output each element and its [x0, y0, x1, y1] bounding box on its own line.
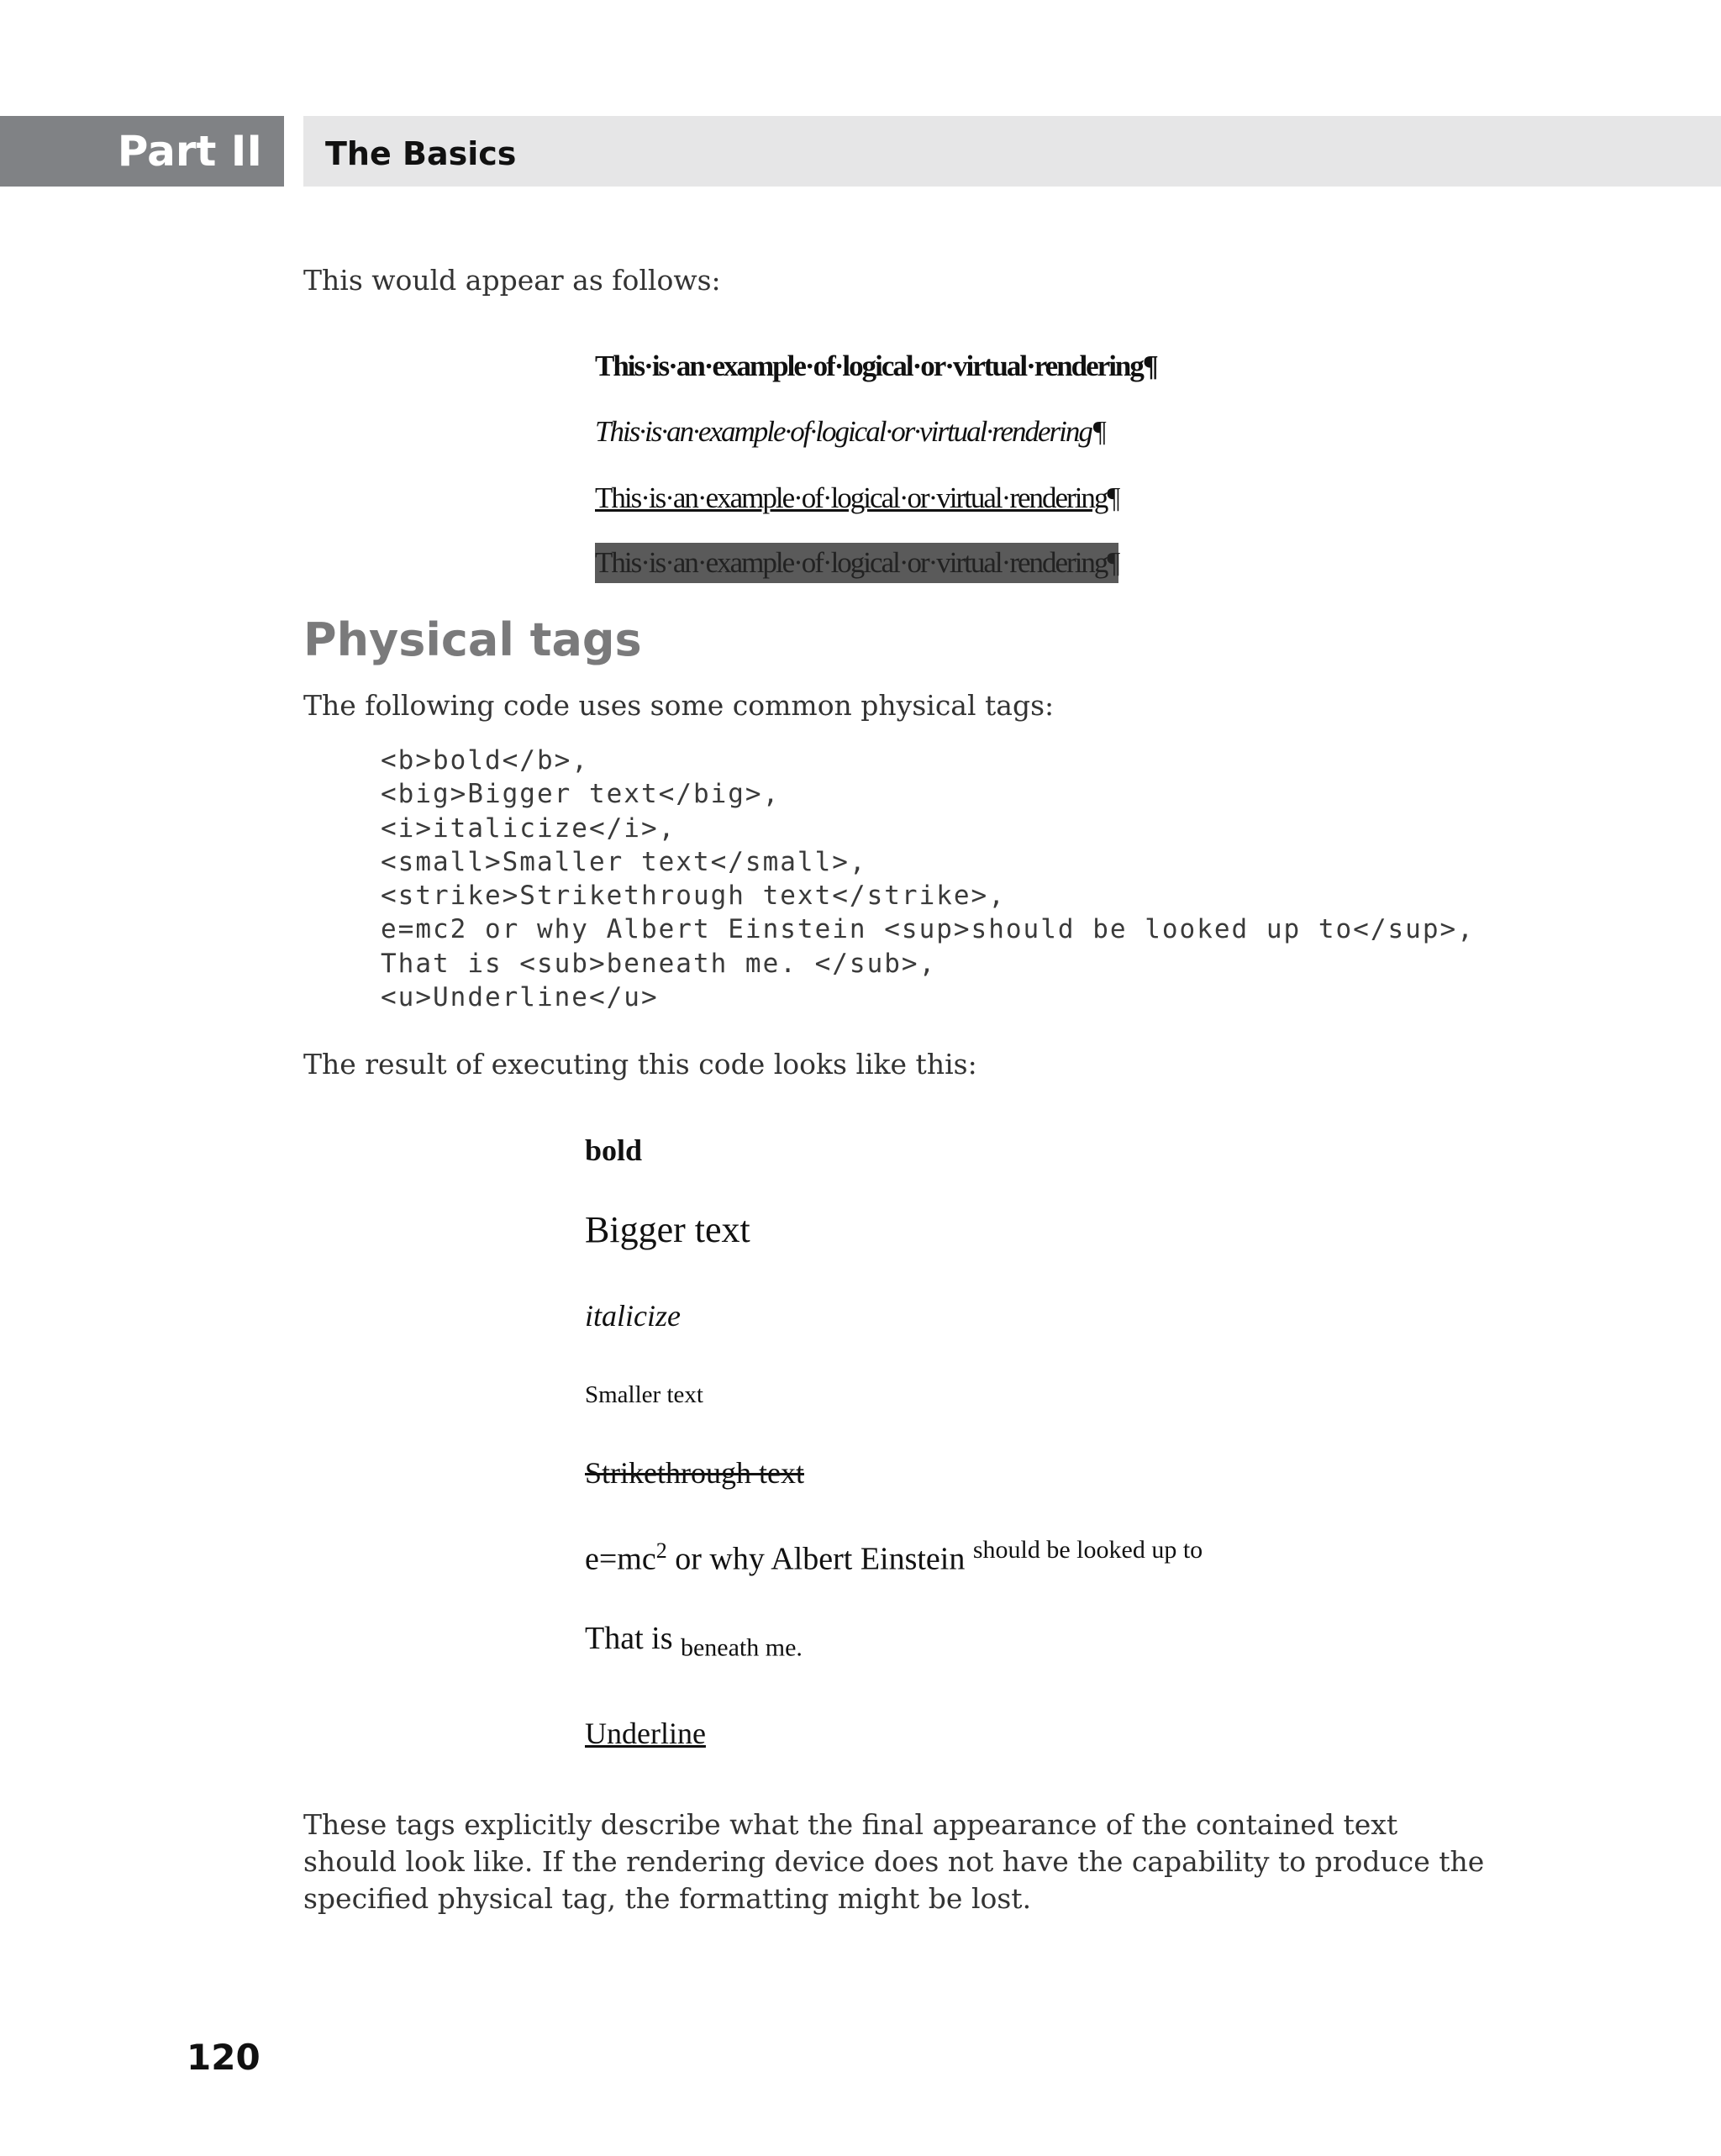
result-bold: bold [585, 1133, 643, 1167]
code-listing [381, 744, 1475, 1014]
code-line: <small>Smaller text</small>, [381, 846, 867, 877]
closing-paragraph: These tags explicitly describe what the final appearance of the contained text should look like. If the rendering device does not have the capability to produce the specified physical tag, the formatting might be lost. [303, 1808, 1485, 1915]
result-superscript-line [585, 1536, 1203, 1578]
code-line: <b>bold</b>, [381, 745, 589, 776]
logical-sample-bold: This·is·an·example·of·logical·or·virtual·rendering¶ [595, 350, 1157, 382]
result-bigger: Bigger text [585, 1209, 750, 1250]
result-subscript-line [585, 1620, 803, 1663]
superscript-text: should be looked up to [972, 1536, 1203, 1564]
logical-sample-italic: This·is·an·example·of·logical·or·virtual·rendering¶ [595, 415, 1106, 448]
chapter-title: The Basics [303, 116, 1721, 187]
intro-paragraph: This would appear as follows: [303, 264, 721, 297]
result-smaller: Smaller text [585, 1381, 703, 1408]
result-italic: italicize [585, 1299, 681, 1333]
exponent: 2 [655, 1538, 667, 1563]
section-heading: Physical tags [303, 613, 642, 666]
subscript-text: beneath me. [680, 1633, 803, 1662]
code-line: <u>Underline</u> [381, 982, 659, 1013]
page-number: 120 [187, 2037, 261, 2078]
result-underline: Underline [585, 1717, 706, 1750]
result-intro-paragraph: The result of executing this code looks like this: [303, 1048, 977, 1081]
subscript-base-text: That is [585, 1621, 681, 1656]
result-strike: Strikethrough text [585, 1456, 804, 1490]
logical-sample-highlighted: This·is·an·example·of·logical·or·virtual·rendering¶ [595, 543, 1118, 583]
code-line: That is <sub>beneath me. </sub>, [381, 948, 937, 979]
part-label: Part II [0, 116, 284, 187]
code-line: <strike>Strikethrough text</strike>, [381, 881, 1006, 912]
code-line: e=mc2 or why Albert Einstein <sup>should be looked up to</sup>, [381, 914, 1475, 945]
lead-paragraph: The following code uses some common physical tags: [303, 689, 1055, 722]
logical-sample-underline: This·is·an·example·of·logical·or·virtual·rendering¶ [595, 481, 1119, 514]
superscript-middle-text: or why Albert Einstein [666, 1541, 973, 1577]
code-line: <i>italicize</i>, [381, 812, 676, 844]
code-line: <big>Bigger text</big>, [381, 779, 781, 810]
superscript-base-text: e=mc [585, 1541, 656, 1577]
